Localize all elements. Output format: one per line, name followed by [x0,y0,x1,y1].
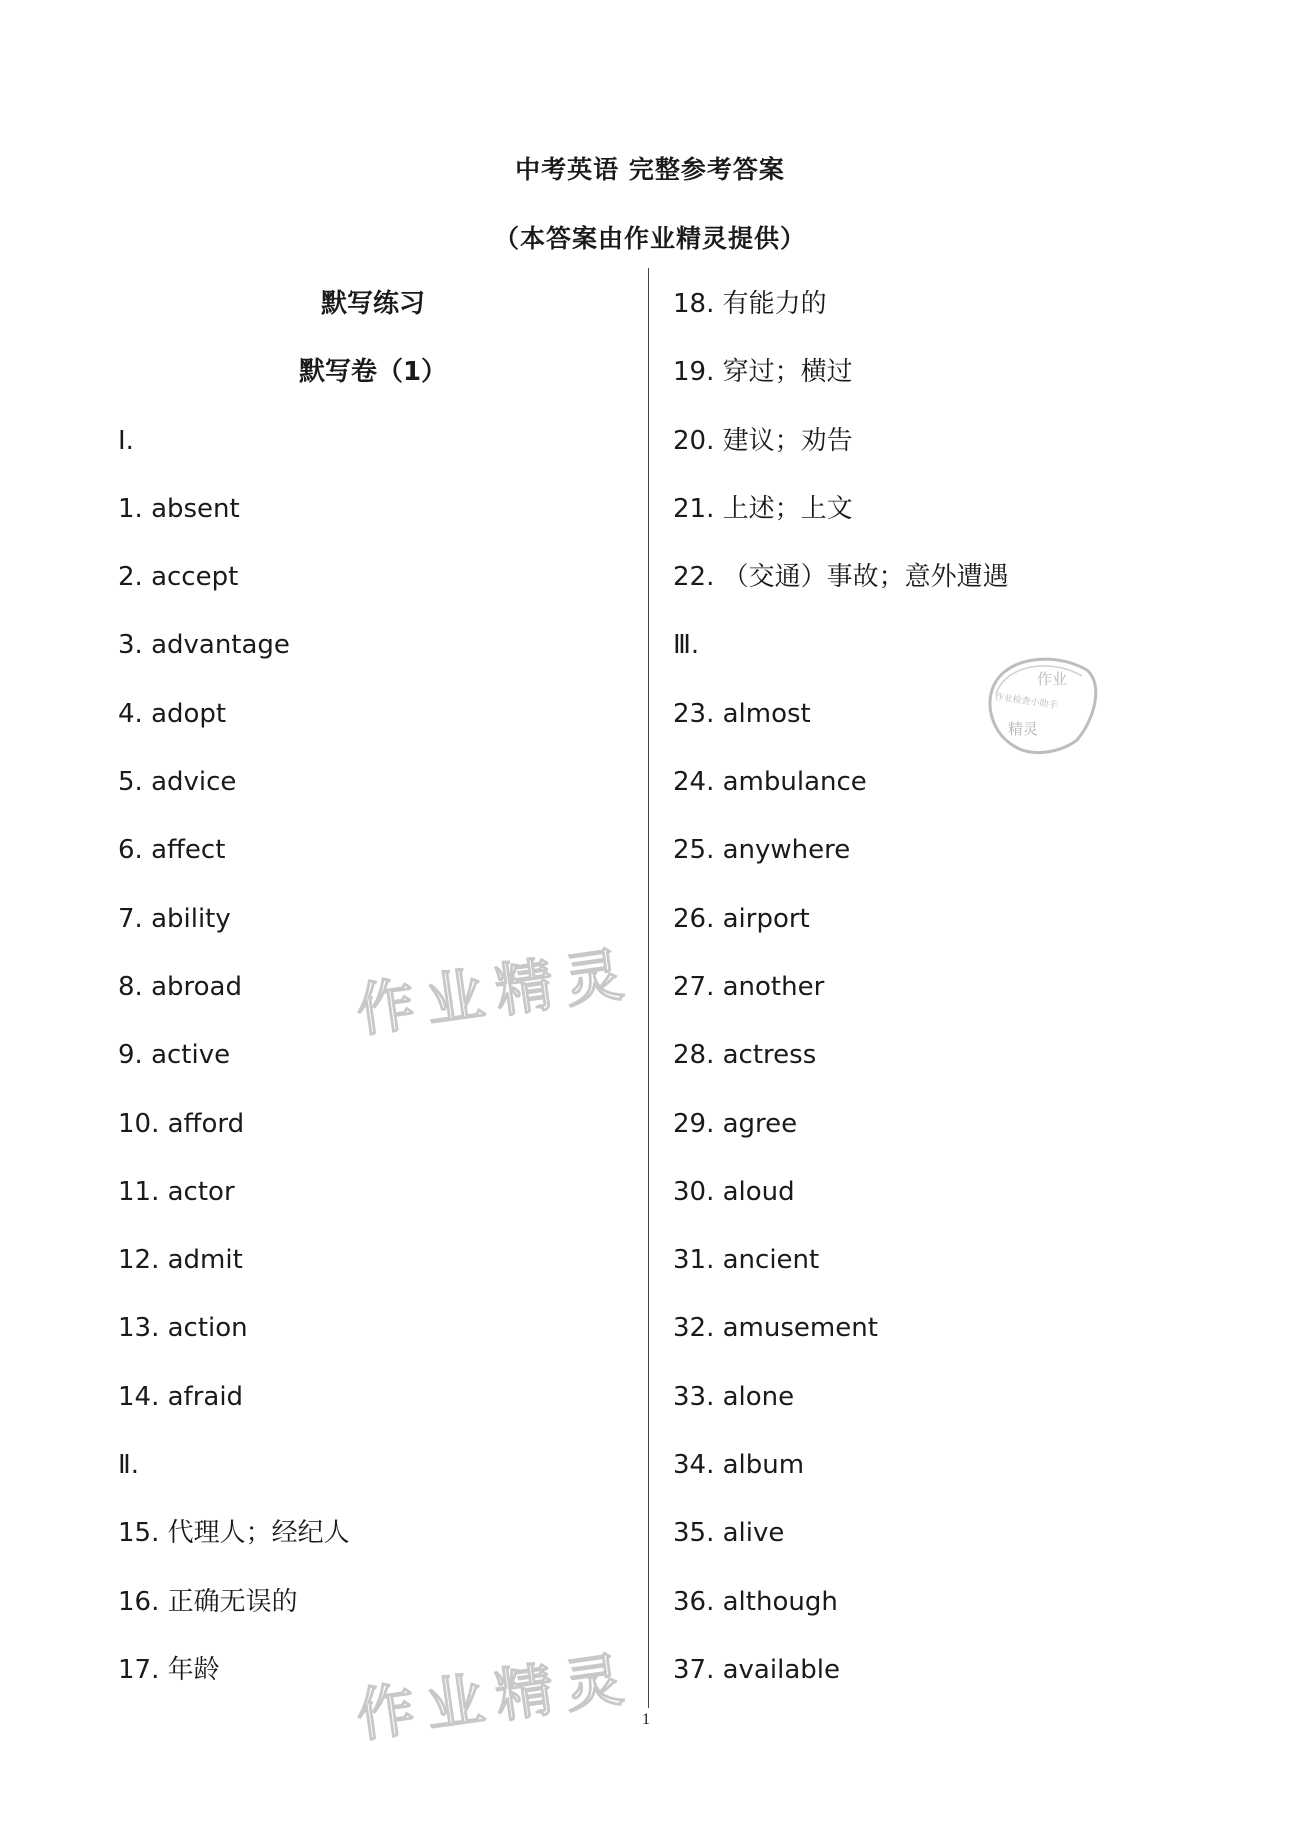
list-item: 11. actor [118,1176,235,1207]
paper-title: 默写卷（1） [298,357,448,388]
list-item: 4. adopt [118,698,227,729]
list-item: 22. （交通）事故；意外遭遇 [673,562,1009,593]
list-item: 36. although [673,1586,838,1617]
list-item: 24. ambulance [673,767,867,798]
list-item: 3. advantage [118,630,290,661]
list-item: 23. almost [673,698,811,729]
list-item: 29. agree [673,1108,798,1139]
right-column [673,284,1233,1718]
page-subtitle: （本答案由作业精灵提供） [493,224,806,253]
watermark-text: 作业精灵 [352,1643,640,1751]
list-item: 2. accept [118,562,239,593]
list-item: 9. active [118,1040,231,1071]
list-item: 7. ability [118,903,231,934]
list-item: 13. action [118,1313,248,1344]
list-item: 31. ancient [673,1245,820,1276]
list-item: 27. another [673,971,825,1002]
list-item: 37. available [673,1654,840,1685]
page-number: 1 [642,1711,650,1728]
list-item: 32. amusement [673,1313,878,1344]
list-item: 26. airport [673,903,810,934]
list-item: 19. 穿过；横过 [673,357,853,388]
list-item: 33. alone [673,1381,795,1412]
list-item: 5. advice [118,767,237,798]
list-item: 14. afraid [118,1381,244,1412]
watermark-text: 作业精灵 [352,938,640,1046]
list-item: 17. 年龄 [118,1654,220,1685]
stamp-top-text: 作业 [1037,670,1068,688]
list-item: 25. anywhere [673,835,851,866]
list-item: 18. 有能力的 [673,289,827,319]
section-title: 默写练习 [320,289,425,319]
stamp-middle-text: 作业检查小助手 [994,692,1058,712]
column-divider [648,268,649,1708]
list-item: Ⅱ. [118,1450,140,1481]
list-item: 16. 正确无误的 [118,1586,298,1617]
list-item: 21. 上述；上文 [673,493,853,524]
list-item: 34. album [673,1450,805,1481]
list-item: 20. 建议；劝告 [673,425,853,456]
list-item: 15. 代理人；经纪人 [118,1518,350,1549]
list-item: Ⅲ. [673,630,700,661]
page-title: 中考英语 完整参考答案 [515,155,785,184]
list-item: 10. afford [118,1108,245,1139]
list-item: 28. actress [673,1040,817,1071]
stamp-bottom-text: 精灵 [1008,720,1039,738]
watermark-stamp-icon [982,650,1102,760]
list-item: 8. abroad [118,971,242,1002]
list-item: 35. alive [673,1518,785,1549]
list-item: 6. affect [118,835,226,866]
list-item: 1. absent [118,493,240,524]
list-item: 30. aloud [673,1176,795,1207]
list-item: 12. admit [118,1245,243,1276]
list-item: Ⅰ. [118,425,134,456]
